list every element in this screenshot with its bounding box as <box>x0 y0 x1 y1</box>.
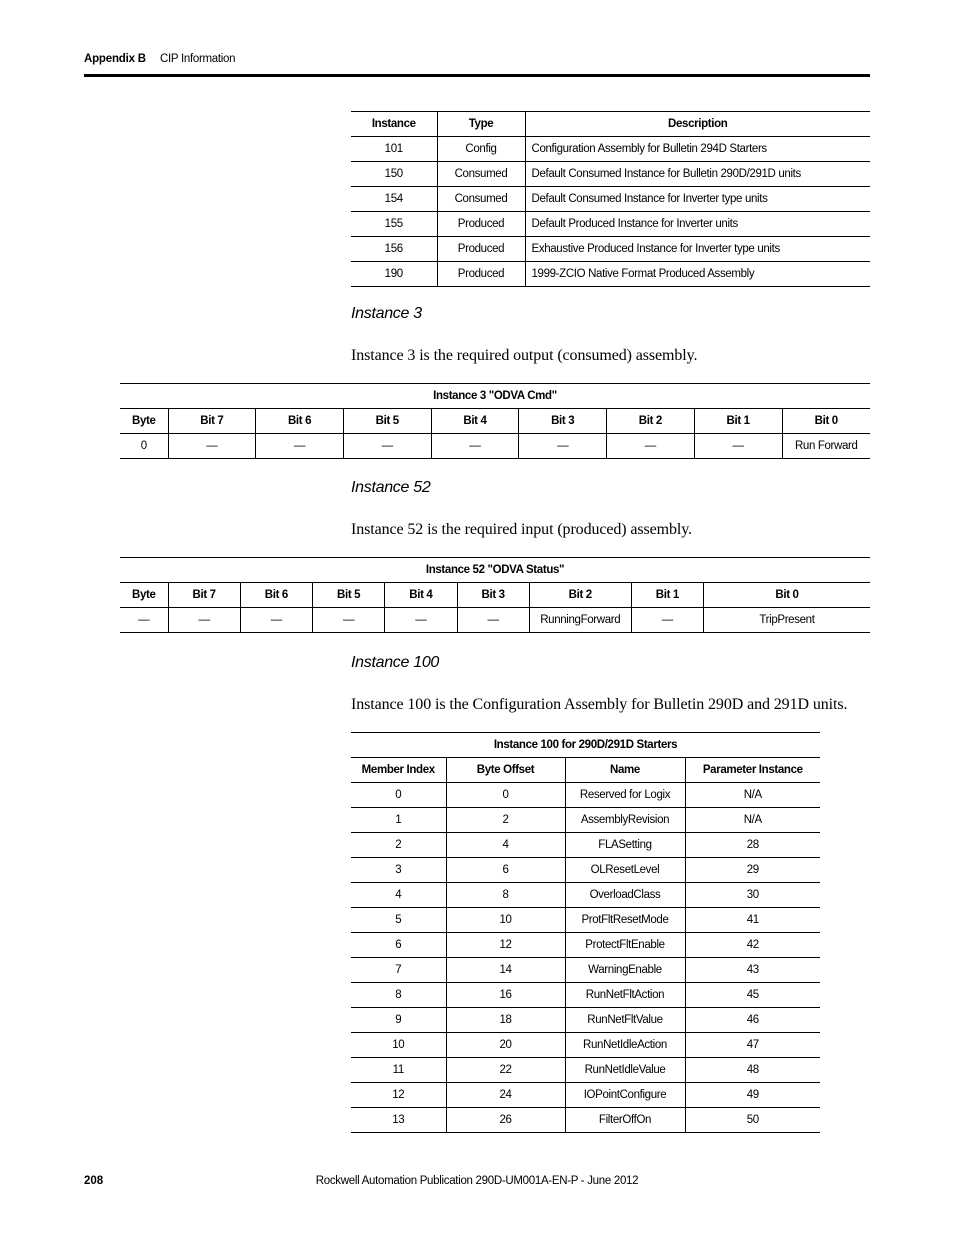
table-cell: 8 <box>446 883 565 908</box>
table-row <box>351 933 820 958</box>
table-cell: 2 <box>446 808 565 833</box>
table-cell: 46 <box>685 1008 820 1033</box>
table-cell: 155 <box>351 212 437 237</box>
column-header: Bit 7 <box>168 409 256 434</box>
table-cell: 18 <box>446 1008 565 1033</box>
table-cell: 45 <box>685 983 820 1008</box>
table-cell: 24 <box>446 1083 565 1108</box>
table-row <box>351 262 870 287</box>
table-cell: 9 <box>351 1008 446 1033</box>
table-cell: 12 <box>446 933 565 958</box>
table-cell: RunningForward <box>529 608 631 633</box>
table-cell: 4 <box>446 833 565 858</box>
table-cell: Exhaustive Produced Instance for Inverter type units <box>525 237 870 262</box>
table-row <box>351 908 820 933</box>
table-cell: 29 <box>685 858 820 883</box>
table-cell: 42 <box>685 933 820 958</box>
column-header: Byte <box>120 583 168 608</box>
table-cell: RunNetIdleValue <box>565 1058 685 1083</box>
instance52-table <box>120 557 870 633</box>
table-cell: Produced <box>437 262 525 287</box>
table-caption-row <box>120 384 870 409</box>
column-header: Name <box>565 758 685 783</box>
table-row <box>351 1008 820 1033</box>
table-cell: FLASetting <box>565 833 685 858</box>
table-cell: 41 <box>685 908 820 933</box>
column-header: Bit 1 <box>694 409 782 434</box>
table-cell: AssemblyRevision <box>565 808 685 833</box>
table-cell: ProtFltResetMode <box>565 908 685 933</box>
table-cell: 3 <box>351 858 446 883</box>
column-header: Bit 7 <box>168 583 240 608</box>
section-title: CIP Information <box>160 53 236 65</box>
table-cell: N/A <box>685 808 820 833</box>
table-cell: Config <box>437 137 525 162</box>
table-caption: Instance 3 "ODVA Cmd" <box>433 390 557 402</box>
instance52-text: Instance 52 is the required input (produced) assembly. <box>351 521 693 538</box>
column-header: Description <box>525 112 870 137</box>
table-cell: — <box>313 608 385 633</box>
table-cell: 150 <box>351 162 437 187</box>
table-header-row <box>120 409 870 434</box>
table-cell: Default Consumed Instance for Inverter type units <box>525 187 870 212</box>
table-cell: 47 <box>685 1033 820 1058</box>
column-header: Member Index <box>351 758 446 783</box>
column-header: Byte <box>120 409 168 434</box>
section-label: Appendix B <box>84 53 146 65</box>
header-rule <box>84 74 870 77</box>
table-cell: — <box>694 434 782 459</box>
column-header: Byte Offset <box>446 758 565 783</box>
column-header: Bit 6 <box>256 409 344 434</box>
table-cell: — <box>431 434 519 459</box>
table-cell: 101 <box>351 137 437 162</box>
table-cell: 7 <box>351 958 446 983</box>
table-row <box>351 808 820 833</box>
table-row <box>351 1033 820 1058</box>
table-cell: 43 <box>685 958 820 983</box>
table-cell: 1 <box>351 808 446 833</box>
table-cell: 1999-ZCIO Native Format Produced Assembly <box>525 262 870 287</box>
column-header: Bit 0 <box>782 409 870 434</box>
table-body <box>351 137 870 287</box>
table-cell: 28 <box>685 833 820 858</box>
column-header: Bit 2 <box>529 583 631 608</box>
table-caption-row <box>351 733 820 758</box>
table-caption: Instance 52 "ODVA Status" <box>425 564 565 576</box>
table-cell: 156 <box>351 237 437 262</box>
table-cell: — <box>168 434 256 459</box>
column-header: Bit 3 <box>457 583 529 608</box>
table-row <box>351 237 870 262</box>
instance3-text: Instance 3 is the required output (consumed) assembly. <box>351 347 698 364</box>
table-row <box>120 608 870 633</box>
table-cell: 13 <box>351 1108 446 1133</box>
column-header: Bit 3 <box>519 409 607 434</box>
table-row <box>351 983 820 1008</box>
table-cell: Reserved for Logix <box>565 783 685 808</box>
table-cell: — <box>631 608 703 633</box>
table-body <box>120 608 870 633</box>
table-cell: — <box>343 434 431 459</box>
page-number: 208 <box>84 1175 104 1187</box>
instance52-heading: Instance 52 <box>351 479 431 496</box>
table-row <box>351 187 870 212</box>
table-cell: Produced <box>437 212 525 237</box>
column-header: Parameter Instance <box>685 758 820 783</box>
instance3-heading: Instance 3 <box>351 305 422 322</box>
table-cell: 50 <box>685 1108 820 1133</box>
table-cell: 48 <box>685 1058 820 1083</box>
instance100-text: Instance 100 is the Configuration Assembly for Bulletin 290D and 291D units. <box>351 696 848 713</box>
table-row <box>351 958 820 983</box>
table-row <box>351 783 820 808</box>
table-cell: FilterOffOn <box>565 1108 685 1133</box>
table-cell: IOPointConfigure <box>565 1083 685 1108</box>
column-header: Bit 0 <box>704 583 871 608</box>
table-cell: OverloadClass <box>565 883 685 908</box>
table-cell: 2 <box>351 833 446 858</box>
table-header-row <box>351 758 820 783</box>
table-cell: 190 <box>351 262 437 287</box>
table-cell: 26 <box>446 1108 565 1133</box>
table-cell: — <box>519 434 607 459</box>
table-cell: Consumed <box>437 187 525 212</box>
table-row <box>351 858 820 883</box>
table-row <box>351 212 870 237</box>
table-cell: 12 <box>351 1083 446 1108</box>
table-cell: — <box>607 434 695 459</box>
table-cell: 6 <box>351 933 446 958</box>
publication-info: Rockwell Automation Publication 290D-UM001A-EN-P - June 2012 <box>315 1175 639 1187</box>
table-cell: — <box>120 608 168 633</box>
table-cell: 22 <box>446 1058 565 1083</box>
table-caption: Instance 100 for 290D/291D Starters <box>493 739 678 751</box>
column-header: Bit 6 <box>240 583 312 608</box>
table-cell: RunNetIdleAction <box>565 1033 685 1058</box>
table-header-row <box>351 112 870 137</box>
table-cell: Run Forward <box>782 434 870 459</box>
table-row <box>351 137 870 162</box>
table-row <box>120 434 870 459</box>
column-header: Type <box>437 112 525 137</box>
table-cell: Consumed <box>437 162 525 187</box>
table-cell: ProtectFltEnable <box>565 933 685 958</box>
instance100-table <box>351 732 820 1133</box>
table-cell: 10 <box>446 908 565 933</box>
instance3-table <box>120 383 870 459</box>
table-cell: RunNetFltAction <box>565 983 685 1008</box>
column-header: Bit 1 <box>631 583 703 608</box>
table-cell: 0 <box>446 783 565 808</box>
table-cell: Default Produced Instance for Inverter units <box>525 212 870 237</box>
table-cell: OLResetLevel <box>565 858 685 883</box>
table-caption-row <box>120 558 870 583</box>
column-header: Bit 4 <box>431 409 519 434</box>
table-cell: N/A <box>685 783 820 808</box>
table-row <box>351 1108 820 1133</box>
table-cell: 0 <box>351 783 446 808</box>
table-cell: WarningEnable <box>565 958 685 983</box>
table-cell: Produced <box>437 237 525 262</box>
table-cell: 4 <box>351 883 446 908</box>
column-header: Instance <box>351 112 437 137</box>
table-cell: — <box>457 608 529 633</box>
table-row <box>351 883 820 908</box>
table-cell: 30 <box>685 883 820 908</box>
table-row <box>351 162 870 187</box>
instance100-heading: Instance 100 <box>351 654 440 671</box>
table-row <box>351 833 820 858</box>
table-cell: 10 <box>351 1033 446 1058</box>
table-row <box>351 1083 820 1108</box>
table-cell: Default Consumed Instance for Bulletin 290D/291D units <box>525 162 870 187</box>
table-cell: 14 <box>446 958 565 983</box>
table-header-row <box>120 583 870 608</box>
table-cell: 0 <box>120 434 168 459</box>
table-cell: — <box>240 608 312 633</box>
table-cell: 49 <box>685 1083 820 1108</box>
table-body <box>351 783 820 1133</box>
table-cell: 11 <box>351 1058 446 1083</box>
table-cell: — <box>168 608 240 633</box>
table-cell: 154 <box>351 187 437 212</box>
table-body <box>120 434 870 459</box>
table-cell: 20 <box>446 1033 565 1058</box>
table-cell: 5 <box>351 908 446 933</box>
column-header: Bit 4 <box>385 583 457 608</box>
column-header: Bit 5 <box>343 409 431 434</box>
table-cell: 8 <box>351 983 446 1008</box>
table-row <box>351 1058 820 1083</box>
column-header: Bit 5 <box>313 583 385 608</box>
instance-type-table <box>351 111 870 287</box>
table-cell: RunNetFltValue <box>565 1008 685 1033</box>
table-cell: TripPresent <box>704 608 871 633</box>
table-cell: Configuration Assembly for Bulletin 294D Starters <box>525 137 870 162</box>
table-cell: — <box>385 608 457 633</box>
table-cell: 6 <box>446 858 565 883</box>
table-cell: — <box>256 434 344 459</box>
table-cell: 16 <box>446 983 565 1008</box>
column-header: Bit 2 <box>607 409 695 434</box>
